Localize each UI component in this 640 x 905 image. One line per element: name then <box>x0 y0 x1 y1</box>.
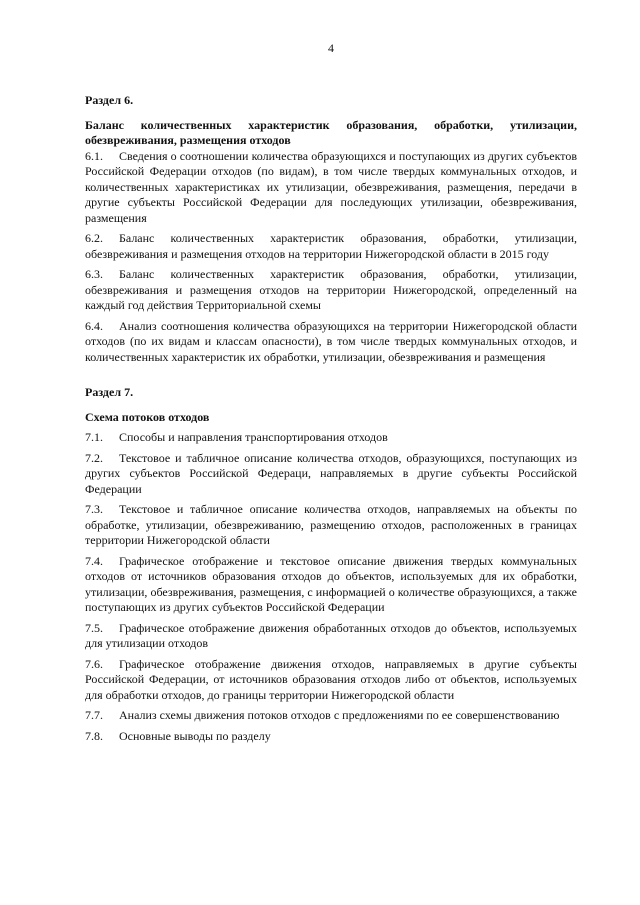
item-text: Текстовое и табличное описание количества отходов, направляемых на объекты по обработке, утилизации, обезвреживанию, размещению отходов, расположенных в границах территории Нижегородской области <box>85 502 577 547</box>
item-text: Графическое отображение движения отходов, направляемых в другие субъекты Российской Федерации, от источников образования отходов либо от объектов, используемых для обработки отходов, до границы территории Нижегородской области <box>85 656 577 702</box>
item-text: Способы и направления транспортирования отходов <box>119 430 388 444</box>
section-items <box>85 430 577 744</box>
list-item <box>85 319 577 366</box>
document-content <box>85 93 577 749</box>
item-number: 7.3. <box>85 502 103 516</box>
item-number: 7.5. <box>85 620 103 635</box>
section-7 <box>85 385 577 744</box>
list-item <box>85 430 577 446</box>
item-number: 6.3. <box>85 267 103 281</box>
list-item <box>85 231 577 262</box>
item-number: 7.2. <box>85 450 103 465</box>
item-text: Анализ соотношения количества образующихся на территории Нижегородской области отходов (по их видам и классам опасности), в том числе твердых коммунальных отходов, и количественных характеристик их обработки, утилизации, обезвреживания и размещения <box>85 318 577 364</box>
item-text: Основные выводы по разделу <box>119 728 271 743</box>
section-6 <box>85 93 577 365</box>
section-heading: Раздел 6. <box>85 93 134 107</box>
list-item <box>85 708 577 724</box>
item-text: Баланс количественных характеристик образования, обработки, утилизации, обезвреживания и размещения отходов на территории Нижегородской области в 2015 году <box>85 231 577 261</box>
item-text: Баланс количественных характеристик образования, обработки, утилизации, обезвреживания и размещения отходов на территории Нижегородской, определенный на каждый год действия Территориальной схемы <box>85 267 577 312</box>
item-number: 7.8. <box>85 728 103 743</box>
section-heading: Раздел 7. <box>85 385 134 399</box>
section-title: Баланс количественных характеристик образования, обработки, утилизации, обезвреживания, размещения отходов <box>85 117 577 147</box>
item-number: 7.1. <box>85 430 103 444</box>
list-item <box>85 267 577 314</box>
item-text: Текстовое и табличное описание количества отходов, образующихся, поступающих из других субъектов Российской Федераци, направляемых в другие субъекты Российской Федерации <box>85 450 577 496</box>
page-number: 4 <box>328 41 334 55</box>
list-item <box>85 554 577 616</box>
item-number: 7.6. <box>85 656 103 671</box>
item-number: 7.7. <box>85 708 103 722</box>
list-item <box>85 502 577 549</box>
item-number: 6.1. <box>85 148 103 163</box>
list-item <box>85 621 577 652</box>
item-number: 6.4. <box>85 318 103 333</box>
item-text: Сведения о соотношении количества образующихся и поступающих из других субъектов Российской Федерации отходов (по видам), в том числе твердых коммунальных отходов, и количественных характеристиках их утилизации, обезвреживания, размещения, передачи в другие субъекты Российской Федерации для последующих утилизации, обезвреживания, размещения <box>85 148 577 225</box>
list-item <box>85 149 577 227</box>
list-item <box>85 451 577 498</box>
section-title: Схема потоков отходов <box>85 409 210 424</box>
item-number: 7.4. <box>85 553 103 568</box>
document-page <box>85 0 577 905</box>
item-text: Графическое отображение и текстовое описание движения твердых коммунальных отходов от источников образования отходов до объектов, используемых для их обработки, утилизации, обезвреживания, размещения, с информацией о количестве образующихся, а также поступающих из других субъектов Российской Федерации <box>85 553 577 614</box>
list-item <box>85 729 577 745</box>
item-number: 6.2. <box>85 231 103 245</box>
list-item <box>85 657 577 704</box>
item-text: Анализ схемы движения потоков отходов с предложениями по ее совершенствованию <box>119 708 560 722</box>
section-items <box>85 149 577 366</box>
item-text: Графическое отображение движения обработанных отходов до объектов, используемых для утилизации отходов <box>85 620 577 650</box>
